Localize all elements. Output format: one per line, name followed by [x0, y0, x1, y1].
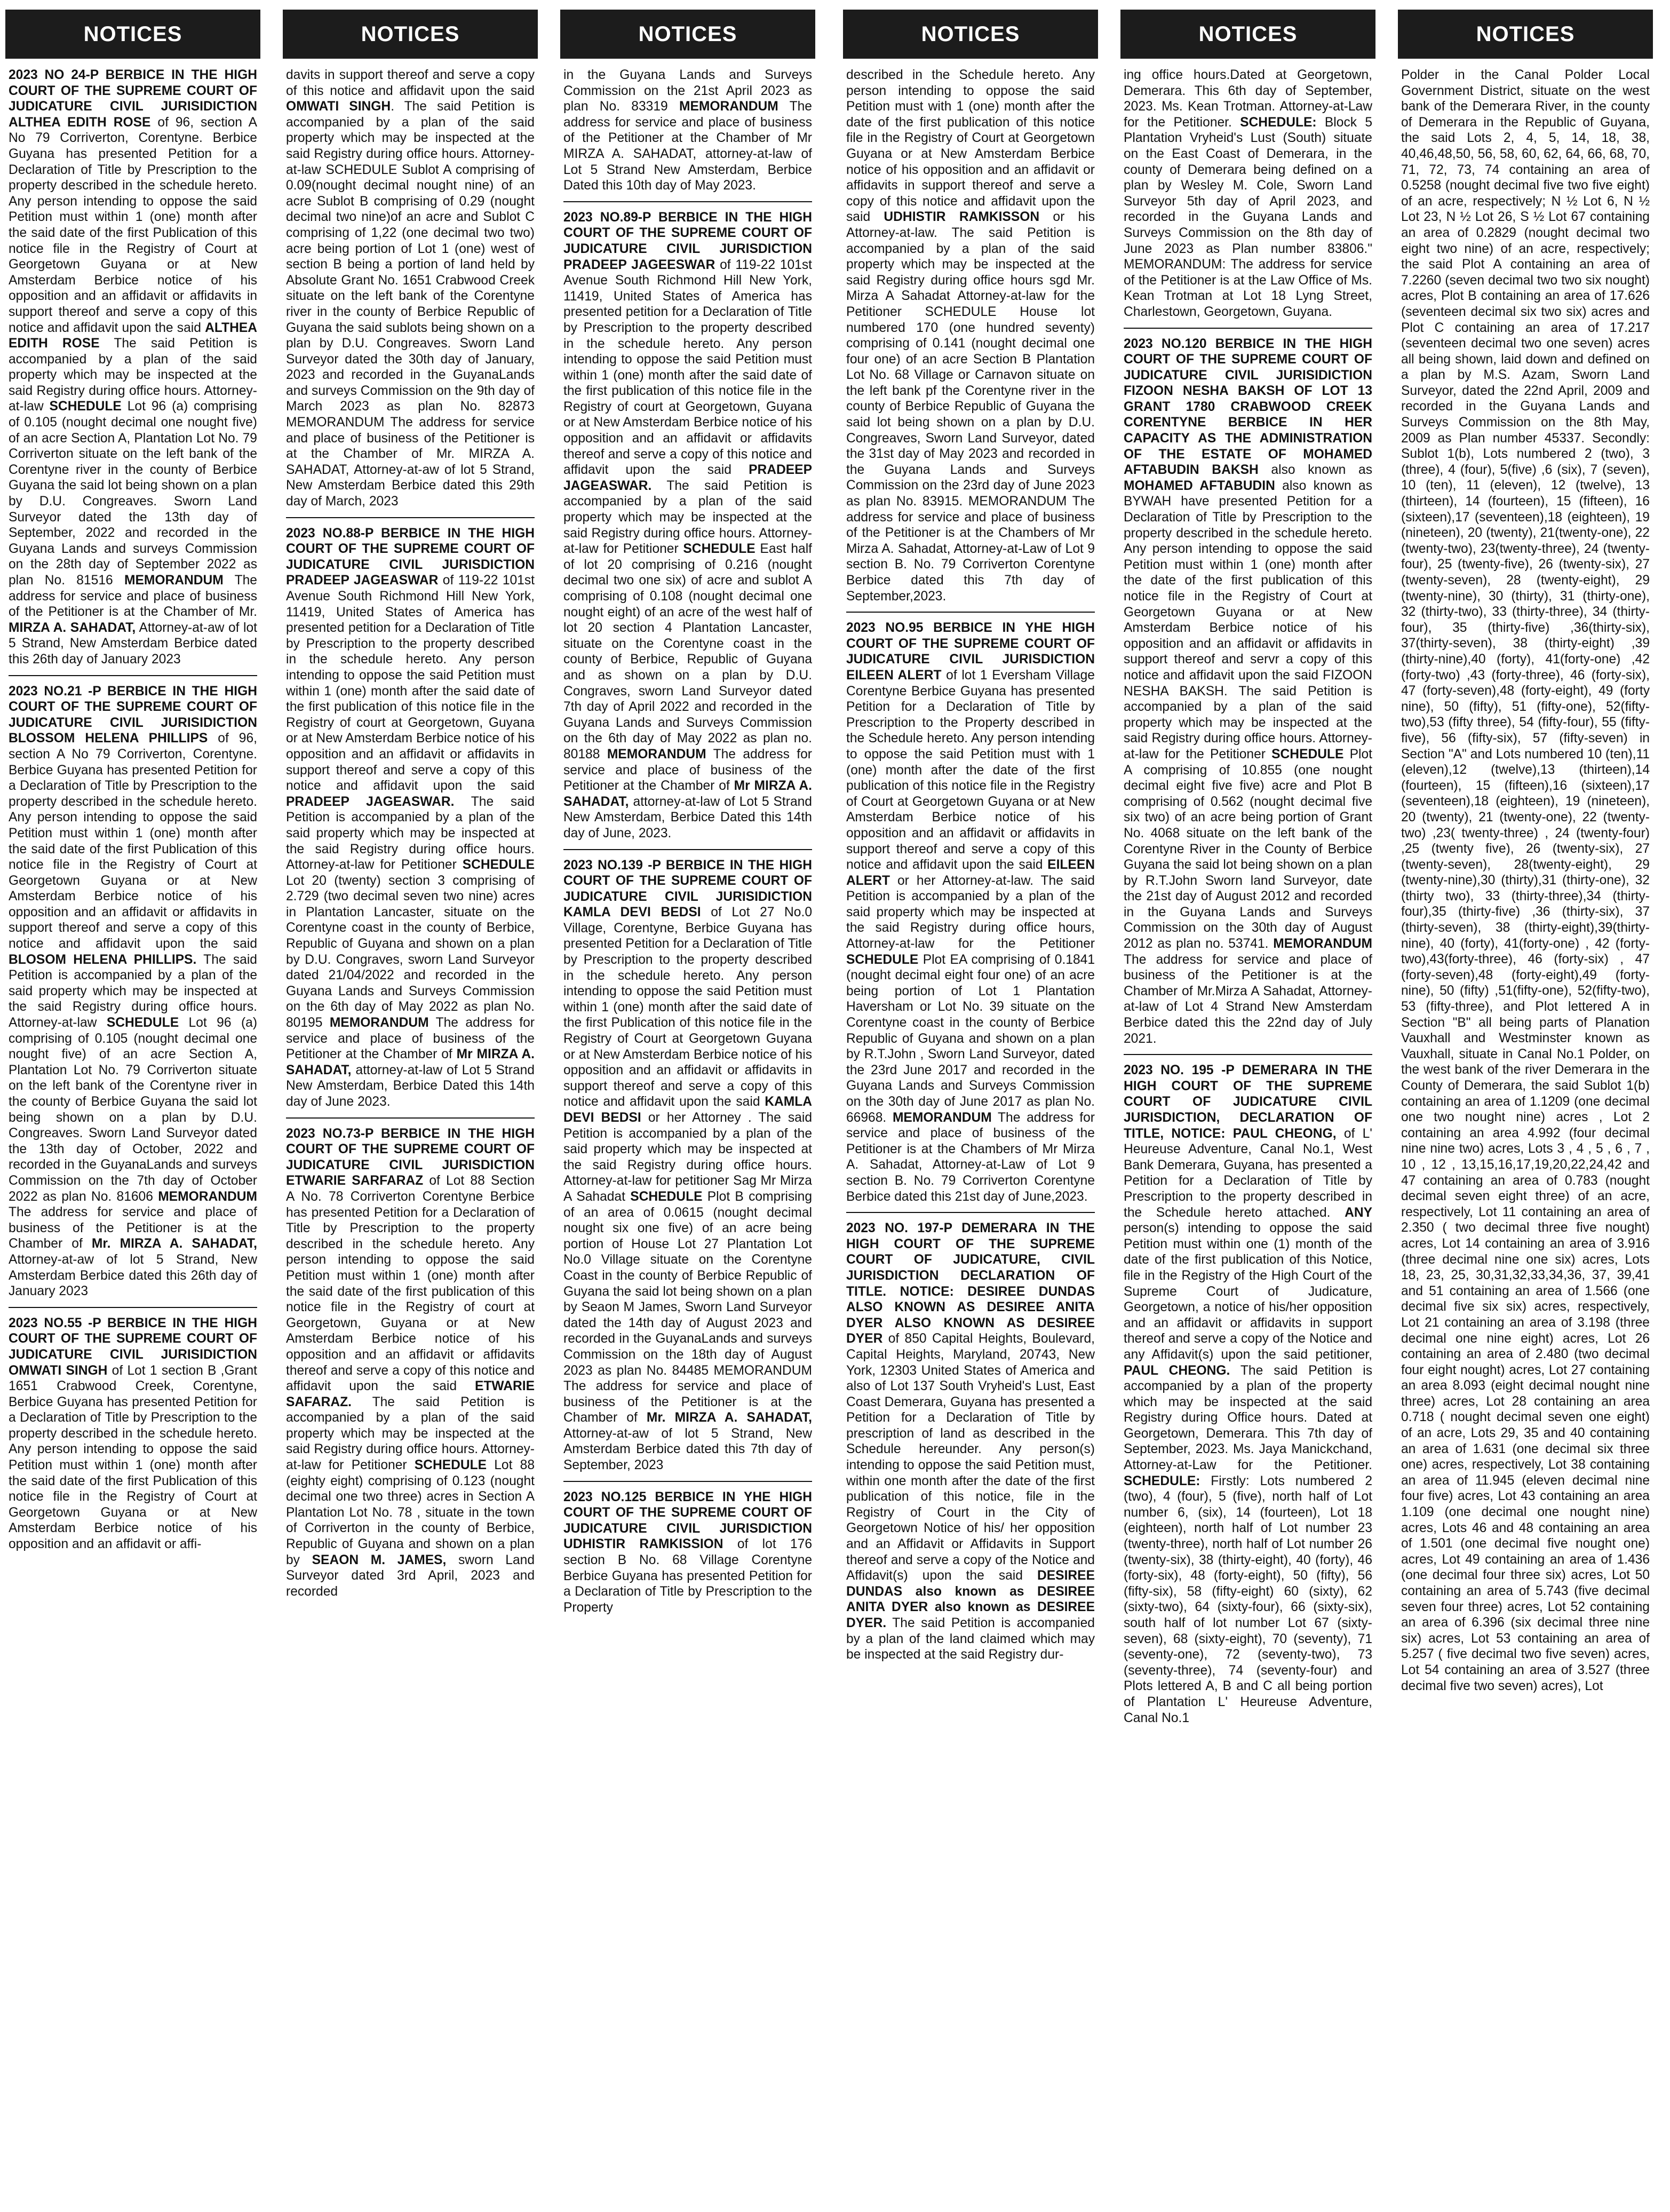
- notice: [286, 1126, 535, 1607]
- notice-heading: 2023 NO.88-P BERBICE IN THE HIGH COURT OF THE SUPREME COURT OF JUDICATURE CIVIL JURISDICTION PRADEEP JAGEASWAR: [286, 526, 535, 588]
- notice-text: 2023 NO.95 BERBICE IN YHE HIGH COURT OF THE SUPREME COURT OF JUDICATURE CIVIL JURISDICTION EILEEN ALERT of lot 1 Eversham Village Corentyne Berbice Guyana has presented Petition for a Declaration of Title by Prescription to the Property described in the Schedule hereto. Any person intending to oppose the said Petition must with 1 (one) month after the date of the first publication of this notice file in the Registry of Court at Georgetown Guyana or at New Amsterdam Berbice notice of his opposition and an affidavit or affidavits in support thereof and serve a copy of this notice and affidavit upon the said EILEEN ALERT or her Attorney-at-law. The said Petition is accompanied by a plan of the said property which may be inspected at the said Registry during office hours, Attorney-at-law for the Petitioner SCHEDULE Plot EA comprising of 0.1841 (nought decimal eight four one) of an acre being portion of Lot 1 Plantation Haversham or Lot No. 39 situate on the Corentyne coast in the county of Berbice Republic of Guyana and shown on a plan by R.T.John , Sworn Land Surveyor, dated the 23rd June 2017 and recorded in the Guyana Lands and Surveys Commission on the 30th day of June 2017 as plan No. 66968. MEMORANDUM The address for service and place of business of the Petitioner is at the Chambers of Mr Mirza A. Sahadat, Attorney-at-Law of Lot 9 section B. No. 79 Corriverton Corentyne Berbice dated this 21st day of June,2023.: [846, 621, 1095, 1204]
- notice-heading: 2023 NO 24-P BERBICE IN THE HIGH COURT OF THE SUPREME COURT OF JUDICATURE CIVIL JURISIDICTION ALTHEA EDITH ROSE: [9, 68, 257, 130]
- notice-text: described in the Schedule hereto. Any person intending to oppose the said Petition must with 1 (one) month after the date of the first publication of this notice file in the Registry of Court at Georgetown Guyana or at New Amsterdam Berbice notice of his opposition and an affidavit or affidavits in support thereof and serve a copy of this notice and affidavit upon the said UDHISTIR RAMKISSON or his Attorney-at-law. The said Petition is accompanied by a plan of the said property which may be inspected at the said Registry during office hours sgd Mr. Mirza A Sahadat Attorney-at-law for the Petitioner SCHEDULE House lot numbered 170 (one hundred seventy) comprising of 0.141 (nought decimal one four one) of an acre Section B Plantation Lot No. 68 Village or Carnavon situate on the left bank pf the Corentyne river in the county of Berbice Republic of Guyana the said lot being shown on a plan by D.U. Congreaves, Sworn Land Surveyor, dated the 31st day of May 2023 and recorded in the Guyana Lands and Surveys Commission on the 23rd day of June 2023 as plan No. 83915. MEMORANDUM The address for service and place of business of the Petitioner is at the Chambers of Mr Mirza A. Sahadat, Attorney-at-Law of Lot 9 section B. No. 79 Corriverton Corentyne Berbice dated this 7th day of September,2023.: [846, 68, 1095, 604]
- notice-text: 2023 NO.55 -P BERBICE IN THE HIGH COURT OF THE SUPREME COURT OF JUDICATURE CIVIL JURISIDICTION OMWATI SINGH of Lot 1 section B ,Grant 1651 Crabwood Creek, Corentyne, Berbice Guyana has presented Petition for a Declaration of Title by Prescription to the property described in the schedule hereto. Any person intending to oppose the said Petition must within 1 (one) month after the said date of the first Publication of this notice file in the Registry of Court at Georgetown Guyana or at New Amsterdam Berbice notice of his opposition and an affidavit or affi-: [9, 1315, 258, 1552]
- notice: [1124, 1063, 1372, 1733]
- notice-heading: 2023 NO.125 BERBICE IN YHE HIGH COURT OF THE SUPREME COURT OF JUDICATURE CIVIL JURISDICTION UDHISTIR RAMKISSION: [563, 1489, 812, 1552]
- column-header: NOTICES: [5, 10, 260, 59]
- notice-text: in the Guyana Lands and Surveys Commission on the 21st April 2023 as plan No. 83319 MEMORANDUM The address for service and place of business of the Petitioner at the Chamber of Mr MIRZA A. SAHADAT, attorney-at-law of Lot 5 Strand New Amsterdam, Berbice Dated this 10th day of May 2023.: [563, 68, 812, 193]
- column-header: NOTICES: [843, 10, 1098, 59]
- notice: [1124, 336, 1372, 1056]
- notice-continuation: [846, 67, 1095, 613]
- notice-text: 2023 NO.88-P BERBICE IN THE HIGH COURT OF THE SUPREME COURT OF JUDICATURE CIVIL JURISDICTION PRADEEP JAGEASWAR of 119-22 101st Avenue South Richmond Hill New York, 11419, United States of America has presented petition for a Declaration of Title by Prescription to the property described in the schedule hereto. Any person intending to oppose the said Petition must within 1 (one) month after the said date of the first publication of this notice file in the Registry of court at Georgetown, Guyana or at New Amsterdam Berbice notice of his opposition and an affidavit or affidavits in support thereof and serve a copy of this notice and affidavit upon the said PRADEEP JAGEASWAR. The said Petition is accompanied by a plan of the said property which may be inspected at the said Registry during office hours. Attorney-at-law for Petitioner SCHEDULE Lot 20 (twenty) section 3 comprising of 2.729 (two decimal seven two nine) acres in Plantation Lancaster, situate on the Corentyne coast in the county of Berbice, Republic of Guyana and shown on a plan by D.U. Congraves, sworn Land Surveyor dated 21/04/2022 and recorded in the Guyana Lands and Surveys Commission on the 6th day of May 2022 as plan No. 80195 MEMORANDUM The address for service and place of business of the Petitioner at the Chamber of Mr MIRZA A. SAHADAT, attorney-at-law of Lot 5 Strand New Amsterdam, Berbice Dated this 14th day of June 2023.: [286, 526, 535, 1109]
- notice: [846, 620, 1095, 1213]
- column-body: [560, 59, 815, 1623]
- notice-heading: 2023 NO. 197-P DEMERARA IN THE HIGH COURT OF THE SUPREME COURT OF JUDICATURE, CIVIL JURISDICTION DECLARATION OF TITLE. NOTICE: DESIREE DUNDAS ALSO KNOWN AS DESIREE ANITA DYER ALSO KNOWN AS DESIREE DYER: [846, 1221, 1095, 1346]
- notice-text: 2023 NO.125 BERBICE IN YHE HIGH COURT OF THE SUPREME COURT OF JUDICATURE CIVIL JURISDICTION UDHISTIR RAMKISSION of lot 176 section B No. 68 Village Corentyne Berbice Guyana has presented Petition for a Declaration of Title by Prescription to the Property: [563, 1489, 812, 1615]
- notice: [9, 1315, 257, 1560]
- notice-heading: 2023 NO.73-P BERBICE IN THE HIGH COURT OF THE SUPREME COURT OF JUDICATURE CIVIL JURISDICTION ETWARIE SARFARAZ: [286, 1126, 535, 1188]
- notice-text: davits in support thereof and serve a copy of this notice and affidavit upon the said OMWATI SINGH. The said Petition is accompanied by a plan of the said property which may be inspected at the said Registry during office hours. Attorney-at-law SCHEDULE Sublot A comprising of 0.09(nought decimal nought nine) of an acre Sublot B comprising of 0.29 (nought decimal two nine)of an acre and Sublot C comprising of 1,22 (one decimal two two) acre being portion of Lot 1 (one) west of section B being a portion of land held by Absolute Grant No. 1651 Crabwood Creek situate on the left bank of the Corentyne river in the county of Berbice Republic of Guyana the said sublots being shown on a plan by D.U. Congreaves. Sworn Land Surveyor dated the 30th day of January, 2023 and recorded in the GuyanaLands and surveys Commission on the 9th day of March 2023 as plan No. 82873 MEMORANDUM The address for service and place of business of the Petitioner is at the Chamber of Mr. MIRZA A. SAHADAT, Attorney-at-aw of lot 5 Strand, New Amsterdam Berbice dated this 29th day of March, 2023: [286, 68, 535, 509]
- notice-text: 2023 NO. 195 -P DEMERARA IN THE HIGH COURT OF THE SUPREME COURT OF JUDICATURE CIVIL JURISDICTION, DECLARATION OF TITLE, NOTICE: PAUL CHEONG, of L' Heureuse Adventure, Canal No.1, West Bank Demerara, Guyana, has presented a Petition for a Declaration of Title by Prescription to the property described in the Schedule hereto attached. ANY person(s) intending to oppose the said Petition must within one (1) month of the date of the first publication of this Notice, file in the Registry of the High Court of the Supreme Court of Judicature, Georgetown, a notice of his/her opposition and an affidavit or affidavits in support thereof and serve a copy of the Notice and any Affidavit(s) upon the said petitioner, PAUL CHEONG. The said Petition is accompanied by a plan of the property which may be inspected at the said Registry during Office hours. Dated at Georgetown, Demerara. This 7th day of September, 2023. Ms. Jaya Manickchand, Attorney-at-Law for the Petitioner. SCHEDULE: Firstly: Lots numbered 2 (two), 4 (four), 5 (five), north half of Lot number 6, (six), 14 (fourteen), Lot 18 (eighteen), north half of Lot number 23 (twenty-three), north half of Lot number 26 (twenty-six), 38 (thirty-eight), 40 (forty), 46 (forty-six), 48 (forty-eight), 50 (fifty), 56 (fifty-six), 58 (fifty-eight) 60 (sixty), 62 (sixty-two), 64 (sixty-four), 66 (sixty-six), south half of lot number Lot 67 (sixty-seven), 68 (sixty-eight), 70 (seventy), 71 (seventy-one), 72 (seventy-two), 73 (seventy-three), 74 (seventy-four) and Plots lettered A, B and C all being portion of Plantation L' Heureuse Adventure, Canal No.1: [1124, 1063, 1372, 1725]
- notice-heading: 2023 NO.21 -P BERBICE IN THE HIGH COURT OF THE SUPREME COURT OF JUDICATURE CIVIL JURISIDICTION BLOSSOM HELENA PHILLIPS: [9, 684, 257, 746]
- notice-heading: 2023 NO.120 BERBICE IN THE HIGH COURT OF THE SUPREME COURT OF JUDICATURE CIVIL JURISIDICTION FIZOON NESHA BAKSH OF LOT 13 GRANT 1780 CRABWOOD CREEK CORENTYNE BERBICE IN HER CAPACITY AS THE ADMINISTRATION OF THE ESTATE OF MOHAMED AFTABUDIN BAKSH: [1124, 336, 1372, 478]
- column-header: NOTICES: [283, 10, 538, 59]
- notice-text: 2023 NO.73-P BERBICE IN THE HIGH COURT OF THE SUPREME COURT OF JUDICATURE CIVIL JURISDICTION ETWARIE SARFARAZ of Lot 88 Section A No. 78 Corriverton Corentyne Berbice has presented Petition for a Declaration of Title by Prescription to the property described in the schedule hereto. Any person intending to oppose the said Petition must within 1 (one) month after the said date of the first publication of this notice file in the Registry of court at Georgetown, Guyana or at New Amsterdam Berbice notice of his opposition and an affidavit or affidavits thereof and serve a copy of this notice and affidavit upon the said ETWARIE SAFARAZ. The said Petition is accompanied by a plan of the said property which may be inspected at the said Registry during office hours. Attorney-at-law for Petitioner SCHEDULE Lot 88 (eighty eight) comprising of 0.123 (nought decimal one two three) acres in Section A Plantation Lot No. 78 , situate in the town of Corriverton in the county of Berbice, Republic of Guyana and shown on a plan by SEAON M. JAMES, sworn Land Surveyor dated 3rd April, 2023 and recorded: [286, 1126, 535, 1599]
- notice: [9, 67, 257, 676]
- notices-column-6: [1398, 10, 1653, 2208]
- notices-column-2: [283, 10, 538, 2208]
- notice-continuation: [1401, 67, 1650, 1701]
- notices-column-1: [5, 10, 260, 2208]
- notice-text: 2023 NO. 197-P DEMERARA IN THE HIGH COURT OF THE SUPREME COURT OF JUDICATURE, CIVIL JURISDICTION DECLARATION OF TITLE. NOTICE: DESIREE DUNDAS ALSO KNOWN AS DESIREE ANITA DYER ALSO KNOWN AS DESIREE DYER of 850 Capital Heights, Boulevard, Capital Heights, Maryland, 20743, New York, 12303 United States of America and also of Lot 137 South Vryheid's Lust, East Coast Demerara, Guyana has presented a Petition for a Declaration of Title by prescription of land as described in the Schedule hereunder. Any person(s) intending to oppose the said Petition must, within one month after the date of the first publication of this notice, file in the Registry of Court in the City of Georgetown Notice of his/ her opposition and an Affidavit or Affidavits in Support thereof and serve a copy of the Notice and Affidavit(s) upon the said DESIREE DUNDAS also known as DESIREE ANITA DYER also known as DESIREE DYER. The said Petition is accompanied by a plan of the land claimed which may be inspected at the said Registry dur-: [846, 1221, 1095, 1662]
- column-header: NOTICES: [1398, 10, 1653, 59]
- notice: [846, 1220, 1095, 1670]
- notice-text: 2023 NO.120 BERBICE IN THE HIGH COURT OF THE SUPREME COURT OF JUDICATURE CIVIL JURISIDICTION FIZOON NESHA BAKSH OF LOT 13 GRANT 1780 CRABWOOD CREEK CORENTYNE BERBICE IN HER CAPACITY AS THE ADMINISTRATION OF THE ESTATE OF MOHAMED AFTABUDIN BAKSH also known as MOHAMED AFTABUDIN also known as BYWAH have presented Petition for a Declaration of Title by Prescription to the property described in the schedule hereto. Any person intending to oppose the said Petition must within 1 (one) month after the date of the first publication of this notice file in the Registry of Court at Georgetown Guyana or at New Amsterdam Berbice notice of his opposition and an affidavit or affidavits in support thereof and servr a copy of this notice and affidavit upon the said FIZOON NESHA BAKSH. The said Petition is accompanied by a plan of the said property which may be inspected at the said Registry during office hours. Attorney-at-law for the Petitioner SCHEDULE Plot A comprising of 10.855 (one nought decimal eight five five) acre and Plot B comprising of 0.562 (nought decimal five six two) of an acre being portion of Grant No. 4068 situate on the left bank of the Corentyne River in the County of Berbice Guyana the said lot being shown on a plan by R.T.John Sworn land Surveyor, date the 21st day of August 2012 and recorded in the Guyana Lands and Surveys Commission on the 30th day of August 2012 as plan no. 53741. MEMORANDUM The address for service and place of business of the Petitioner is at the Chamber of Mr.Mirza A Sahadat, Attorney-at-law of Lot 4 Strand New Amsterdam Berbice dated this the 22nd day of July 2021.: [1124, 336, 1372, 1046]
- notice-heading: 2023 NO.89-P BERBICE IN THE HIGH COURT OF THE SUPREME COURT OF JUDICATURE CIVIL JURISDICTION PRADEEP JAGEESWAR: [563, 210, 812, 272]
- notice: [9, 684, 257, 1308]
- notice-text: 2023 NO.21 -P BERBICE IN THE HIGH COURT OF THE SUPREME COURT OF JUDICATURE CIVIL JURISIDICTION BLOSSOM HELENA PHILLIPS of 96, section A No 79 Corriverton, Corentyne. Berbice Guyana has presented Petition for a Declaration of Title by Prescription to the property described in the schedule hereto. Any person intending to oppose the said Petition must within 1 (one) month after the said date of the first Publication of this notice file in the Registry of Court at Georgetown Guyana or at New Amsterdam Berbice notice of his opposition and an affidavit or affidavits in support thereof and serve a copy of this notice and affidavit upon the said BLOSOM HELENA PHILLIPS. The said Petition is accompanied by a plan of the said property which may be inspected at the said Registry during office hours. Attorney-at-law SCHEDULE Lot 96 (a) comprising of 0.105 (nought decimal one nought five) of an acre Section A, Plantation Lot No. 79 Corriverton situate on the left bank of the Corentyne river in the county of Berbice Guyana the said lot being shown on a plan by D.U. Congreaves. Sworn Land Surveyor dated the 13th day of October, 2022 and recorded in the GuyanaLands and surveys Commission on the 7th day of October 2022 as plan No. 81606 MEMORANDUM The address for service and place of business of the Petitioner is at the Chamber of Mr. MIRZA A. SAHADAT, Attorney-at-aw of lot 5 Strand, New Amsterdam Berbice dated this 26th day of January 2023: [9, 684, 258, 1299]
- notice-heading: 2023 NO.95 BERBICE IN YHE HIGH COURT OF THE SUPREME COURT OF JUDICATURE CIVIL JURISDICTION EILEEN ALERT: [846, 621, 1095, 683]
- notice-text: 2023 NO 24-P BERBICE IN THE HIGH COURT OF THE SUPREME COURT OF JUDICATURE CIVIL JURISIDICTION ALTHEA EDITH ROSE of 96, section A No 79 Corriverton, Corentyne. Berbice Guyana has presented Petition for a Declaration of Title by Prescription to the property described in the schedule hereto. Any person intending to oppose the said Petition must within 1 (one) month after the said date of the first Publication of this notice file in the Registry of Court at Georgetown Guyana or at New Amsterdam Berbice notice of his opposition and an affidavit or affidavits in support thereof and serve a copy of this notice and affidavit upon the said ALTHEA EDITH ROSE The said Petition is accompanied by a plan of the said property which may be inspected at the said Registry during office hours. Attorney-at-law SCHEDULE Lot 96 (a) comprising of 0.105 (nought decimal one nought five) of an acre Section A, Plantation Lot No. 79 Corriverton situate on the left bank of the Corentyne river in the county of Berbice Guyana the said lot being shown on a plan by D.U. Congreaves. Sworn Land Surveyor dated the 13th day of September, 2022 and recorded in the Guyana Lands and surveys Commission on the 28th day of September 2022 as plan No. 81516 MEMORANDUM The address for service and place of business of the Petitioner is at the Chamber of Mr. MIRZA A. SAHADAT, Attorney-at-aw of lot 5 Strand, New Amsterdam Berbice dated this 26th day of January 2023: [9, 68, 258, 667]
- column-body: [1120, 59, 1375, 1733]
- notice-continuation: [563, 67, 812, 202]
- notice-text: 2023 NO.89-P BERBICE IN THE HIGH COURT OF THE SUPREME COURT OF JUDICATURE CIVIL JURISDICTION PRADEEP JAGEESWAR of 119-22 101st Avenue South Richmond Hill New York, 11419, United States of America has presented petition for a Declaration of Title by Prescription to the property described in the schedule hereto. Any person intending to oppose the said Petition must within 1 (one) month after the said date of the first publication of this notice file in the Registry of court at Georgetown, Guyana or at New Amsterdam Berbice notice of his opposition and an affidavit or affidavits thereof and serve a copy of this notice and affidavit upon the said PRADEEP JAGEASWAR. The said Petition is accompanied by a plan of the said property which may be inspected at the said Registry during office hours. Attorney-at-law for Petitioner SCHEDULE East half of lot 20 comprising of 0.216 (nought decimal two one six) of acre and sublot A comprising of 0.108 (nought decimal one nought eight) of an acre of the west half of lot 20 section 4 Plantation Lancaster, situate on the Corentyne coast in the county of Berbice, Republic of Guyana and as shown on a plan by D.U. Congraves, sworn Land Surveyor dated 7th day of April 2022 and recorded in the Guyana Lands and Surveys Commission on the 6th day of May 2022 as plan no. 80188 MEMORANDUM The address for service and place of business of the Petitioner at the Chamber of Mr MIRZA A. SAHADAT, attorney-at-law of Lot 5 Strand New Amsterdam, Berbice Dated this 14th day of June, 2023.: [563, 210, 813, 841]
- notice-heading: 2023 NO.139 -P BERBICE IN THE HIGH COURT OF THE SUPREME COURT OF JUDICATURE CIVIL JURISIDICTION KAMLA DEVI BEDSI: [563, 858, 812, 920]
- column-body: [5, 59, 260, 1560]
- notice-text: ing office hours.Dated at Georgetown, Demerara. This 6th day of September, 2023. Ms. Kean Trotman. Attorney-at-Law for the Petitioner. SCHEDULE: Block 5 Plantation Vryheid's Lust (South) situate on the East Coast of Demerara, in the county of Demerara being defined on a plan by Wesley M. Cole, Sworn Land Surveyor 5th day of April 2023, and recorded in the Guyana Lands and Surveys Commission on the 8th day of June 2023 as Plan number 83806." MEMORANDUM: The address for service of the Petitioner is at the Law Office of Ms. Kean Trotman at Lot 18 Lyng Street, Charlestown, Georgetown, Guyana.: [1124, 68, 1373, 319]
- notice-text: 2023 NO.139 -P BERBICE IN THE HIGH COURT OF THE SUPREME COURT OF JUDICATURE CIVIL JURISIDICTION KAMLA DEVI BEDSI of Lot 27 No.0 Village, Corentyne, Berbice Guyana has presented Petition for a Declaration of Title by Prescription to the property described in the schedule hereto. Any person intending to oppose the said Petition must within 1 (one) month after the said date of the first Publication of this notice file in the Registry of Court at Georgetown Guyana or at New Amsterdam Berbice notice of his opposition and an affidavit or affidavits in support thereof and serve a copy of this notice and affidavit upon the said KAMLA DEVI BEDSI or her Attorney . The said Petition is accompanied by a plan of the said property which may be inspected at the said Registry during office hours. Attorney-at-law for petitioner Sag Mr Mirza A Sahadat SCHEDULE Plot B comprising of an area of 0.0615 (nought decimal nought six one five) of an acre being portion of House Lot 27 Plantation Lot No.0 Village situate on the Corentyne Coast in the county of Berbice Republic of Guyana the said lot being shown on a plan by Seaon M James, Sworn Land Surveyor dated the 14th day of August 2023 and recorded in the GuyanaLands and surveys Commission on the 18th day of August 2023 as plan No. 84485 MEMORANDUM The address for service and place of business of the Petitioner is at the Chamber of Mr. MIRZA A. SAHADAT, Attorney-at-aw of lot 5 Strand, New Amsterdam Berbice dated this 7th day of September, 2023: [563, 858, 812, 1473]
- column-header: NOTICES: [560, 10, 815, 59]
- notice-continuation: [286, 67, 535, 518]
- column-header: NOTICES: [1120, 10, 1375, 59]
- notice-heading: 2023 NO.55 -P BERBICE IN THE HIGH COURT OF THE SUPREME COURT OF JUDICATURE CIVIL JURISIDICTION OMWATI SINGH: [9, 1315, 257, 1378]
- column-body: [283, 59, 538, 1607]
- notice: [563, 858, 812, 1482]
- notice-text: Polder in the Canal Polder Local Government District, situate on the west bank of the Demerara River, in the county of Demerara in the Republic of Guyana, the said Lots 2, 4, 5, 14, 18, 38, 40,46,48,50, 56, 58, 60, 62, 64, 66, 68, 70, 71, 72, 73, 74 containing an area of 0.5258 (nought decimal five two five eight) of an acre, respectively; N ½ Lot 6, N ½ Lot 23, N ½ Lot 26, S ½ Lot 67 containing an area of 0.2829 (nought decimal two eight two nine) of an acre, respectively; the said Plot A containing an area of 7.2260 (seven decimal two two six nought) acres, Plot B containing an area of 17.626 (seventeen decimal six two six) acres and Plot C containing an area of 17.217 (seventeen decimal two one seven) acres all being shown, laid down and defined on a plan by M.S. Azam, Sworn Land Surveyor, dated the 22nd April, 2009 and recorded in the Guyana Lands and Surveys Commission on the 8th May, 2009 as Plan number 45337. Secondly: Sublot 1(b), Lots numbered 2 (two), 3 (three), 4 (four), 5(five) ,6 (six), 7 (seven), 10 (ten), 11 (eleven), 12 (twelve), 13 (thirteen), 14 (fourteen), 15 (fifteen), 16 (sixteen),17 (seventeen),18 (eighteen), 19 (nineteen), 20 (twenty), 21(twenty-one), 22 (twenty-two), 23(twenty-three), 24 (twenty-four), 25 (twenty-five), 26 (twenty-six), 27 (twenty-seven), 28 (twenty-eight), 29 (twenty-nine), 30 (thirty), 31 (thirty-one), 32 (thirty-two), 33 (thirty-three), 34 (thirty-four), 35 (thirty-five) ,36(thirty-six), 37(thirty-seven), 38 (thirty-eight) ,39 (thirty-nine),40 (forty), 41(forty-one) ,42 (forty-two) ,43 (forty-three), 46 (forty-six), 47 (forty-seven),48 (forty-eight), 49 (forty nine), 50 (fifty), 51 (fifty-one), 52(fifty-two),53 (fifty three), 54 (fifty-four), 55 (fifty-five), 56 (fifty-six), 57 (fifty-seven) in Section "A" and Lots numbered 10 (ten),11 (eleven),12 (twelve),13 (thirteen),14 (fourteen), 15 (fifteen),16 (sixteen),17 (seventeen),18 (eighteen), 19 (nineteen), 20 (twenty), 21 (twenty-one), 22 (twenty-two) ,23( twenty-three) , 24 (twenty-four) ,25 (twenty five), 26 (twenty-six), 27 (twenty-seven), 28(twenty-eight), 29 (twenty-nine),30 (thirty),31 (thirty-one), 32 (thirty two), 33 (thirty-three),34 (thirty-four),35 (thirty-five) ,36 (thirty-six), 37 (thirty-seven), 38 (thirty-eight),39(thirty-nine), 40 (forty), 41(forty-one) , 42 (forty-two),43(forty-three), 46 (forty-six) , 47 (forty-seven),48 (forty-eight),49 (forty-nine), 50 (fifty) ,51(fifty-one), 52(fifty-two), 53 (fifty-three), and Plot lettered A in Section "B" all being parts of Planation Vauxhall and Westminster known as Vauxhall, situate in Canal No.1 Polder, on the west bank of the river Demerara in the County of Demerara, the said Sublot 1(b) containing an area of 1.1209 (one decimal one two nought nine) acres , Lot 2 containing an area 4.992 (four decimal nine nine two) acres, Lots 3 , 4 , 5 , 6 , 7 , 10 , 12 , 13,15,16,17,19,20,22,24,42 and 47 containing an area of 0.783 (nought decimal seven eight three) of an acre, respectively, Lot 11 containing an area of 2.350 ( two decimal three five nought) acres, Lot 14 containing an area of 3.916 (three decimal nine one six) acres, Lots 18, 23, 25, 30,31,32,33,34,36, 37, 39,41 and 51 containing an area of 1.566 (one decimal five six six) acres, respectively, Lot 21 containing an area of 3.198 (three decimal one nine eight) acres, Lot 26 containing an area of 2.480 (two decimal four eight nought) acres, Lot 27 containing an area 8.093 (eight decimal nought nine three) acres, Lot 28 containing an area 0.718 ( nought decimal seven one eight) of an acre, Lots 29, 35 and 40 containing an area of 1.631 (one decimal six three one) acres, respectively, Lot 38 containing an area of 11.945 (eleven decimal nine four five) acres, Lot 43 containing an area 1.109 (one decimal one nought nine) acres, Lots 46 and 48 containing an area of 1.501 (one decimal five nought one) acres, Lot 49 containing an area of 1.436 (one decimal four three six) acres, Lot 50 containing an area of 5.743 (five decimal seven four three) acres, Lot 52 containing an area of 6.396 (six decimal three nine six) acres, Lot 53 containing an area of 5.257 ( five decimal two five seven) acres, Lot 54 containing an area of 3.527 (three decimal five two seven) acres), Lot: [1401, 68, 1650, 1693]
- notices-column-3: [560, 10, 815, 2208]
- notice: [286, 526, 535, 1119]
- notice-heading: 2023 NO. 195 -P DEMERARA IN THE HIGH COURT OF THE SUPREME COURT OF JUDICATURE CIVIL JURISDICTION, DECLARATION OF TITLE, NOTICE: PAUL CHEONG,: [1124, 1063, 1372, 1141]
- notice: [563, 1489, 812, 1623]
- notices-column-4: [843, 10, 1098, 2208]
- notices-column-5: [1120, 10, 1375, 2208]
- column-body: [843, 59, 1098, 1670]
- notice: [563, 210, 812, 850]
- notice-continuation: [1124, 67, 1372, 329]
- column-body: [1398, 59, 1653, 1701]
